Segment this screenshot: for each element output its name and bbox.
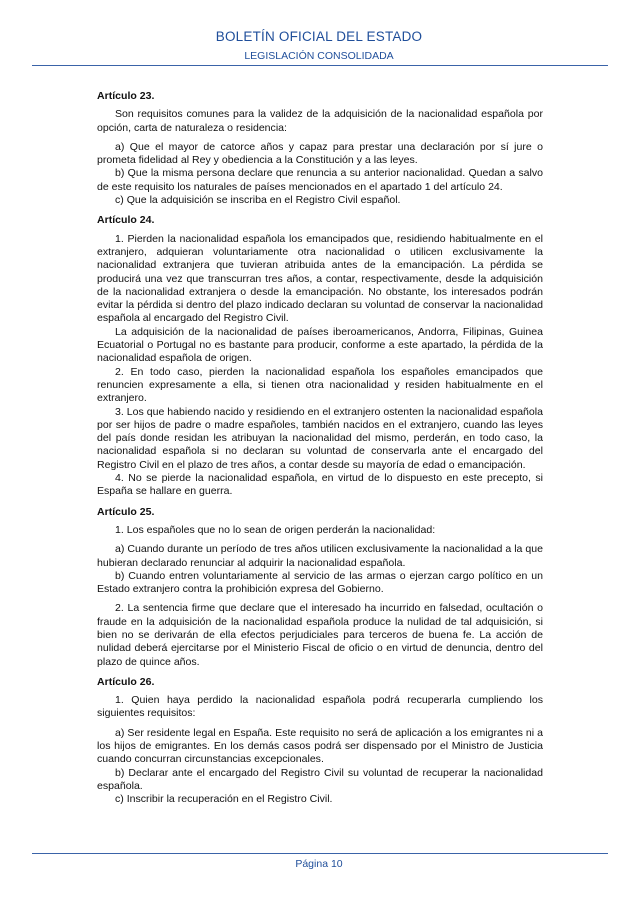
article-paragraph: 1. Quien haya perdido la nacionalidad española podrá recuperarla cumpliendo los siguientes requisitos: (97, 694, 543, 720)
article-paragraph: 2. En todo caso, pierden la nacionalidad española los españoles emancipados que renuncien expresamente a ella, si tienen otra nacionalidad y residen habitualmente en el extranjero. (97, 365, 543, 405)
article-24 (97, 214, 543, 498)
footer-divider (32, 853, 608, 854)
article-25 (97, 506, 543, 669)
article-paragraph: 4. No se pierde la nacionalidad española, en virtud de lo dispuesto en este precepto, si España se hallare en guerra. (97, 472, 543, 498)
article-title: Artículo 26. (97, 675, 155, 688)
article-paragraph: 2. La sentencia firme que declare que el interesado ha incurrido en falsedad, ocultación o fraude en la adquisición de la nacionalidad española produce la nulidad de tal adquisición, si bien no se derivarán de ella efectos perjudiciales para terceros de buena fe. La acción de nulidad deberá ejercitarse por el Ministerio Fiscal de oficio o en virtud de denuncia, dentro del plazo de quince años. (97, 602, 543, 668)
article-paragraph: a) Ser residente legal en España. Este requisito no será de aplicación a los emigrantes ni a los hijos de emigrantes. En los demás casos podrá ser dispensado por el Ministro de Justicia cuando concurran circunstancias excepcionales. (97, 726, 543, 766)
article-paragraph: c) Que la adquisición se inscriba en el Registro Civil español. (115, 194, 401, 207)
article-paragraph: a) Cuando durante un período de tres años utilicen exclusivamente la nacionalidad a la que hubieran declarado renunciar al adquirir la nacionalidad española. (97, 543, 543, 569)
article-paragraph: b) Cuando entren voluntariamente al servicio de las armas o ejerzan cargo político en un Estado extranjero contra la prohibición expresa del Gobierno. (97, 569, 543, 596)
article-paragraph: b) Que la misma persona declare que renuncia a su anterior nacionalidad. Quedan a salvo de este requisito los naturales de países mencionados en el apartado 1 del artículo 24. (97, 167, 543, 193)
header-divider (32, 65, 608, 66)
article-paragraph: c) Inscribir la recuperación en el Registro Civil. (115, 793, 333, 806)
article-paragraph: 1. Los españoles que no lo sean de origen perderán la nacionalidad: (115, 523, 436, 536)
article-26 (97, 676, 543, 807)
article-paragraph: 3. Los que habiendo nacido y residiendo en el extranjero ostenten la nacionalidad española por ser hijos de padre o madre españoles, también nacidos en el extranjero, cuando las leyes del país donde residan les atribuyan la nacionalidad del mismo, perderán, en todo caso, la nacionalidad española si no declaran su voluntad de conservarla ante el encargado del Registro Civil en el plazo de tres años, a contar desde su mayoría de edad o emancipación. (97, 405, 543, 471)
article-paragraph: La adquisición de la nacionalidad de países iberoamericanos, Andorra, Filipinas, Guinea Ecuatorial o Portugal no es bastante para producir, conforme a este apartado, la pérdida de la nacionalidad española de origen. (97, 325, 543, 365)
article-paragraph: Son requisitos comunes para la validez de la adquisición de la nacionalidad española por opción, carta de naturaleza o residencia: (97, 108, 543, 134)
article-paragraph: a) Que el mayor de catorce años y capaz para prestar una declaración por sí jure o prometa fidelidad al Rey y obediencia a la Constitución y a las leyes. (97, 140, 543, 167)
bulletin-title: BOLETÍN OFICIAL DEL ESTADO (215, 29, 423, 44)
article-23 (97, 90, 543, 207)
bulletin-subtitle: LEGISLACIÓN CONSOLIDADA (244, 50, 394, 62)
article-paragraph: 1. Pierden la nacionalidad española los emancipados que, residiendo habitualmente en el extranjero, adquieran voluntariamente otra nacionalidad o utilicen exclusivamente la nacionalidad extranjera que tuvieran atribuida antes de la emancipación. La pérdida se producirá una vez que transcurran tres años, a contar, respectivamente, desde la adquisición de la nacionalidad extranjera o desde la emancipación. No obstante, los interesados podrán evitar la pérdida si dentro del plazo indicado declaran su voluntad de conservar la nacionalidad española al encargado del Registro Civil. (97, 232, 543, 325)
article-title: Artículo 24. (97, 214, 155, 227)
article-paragraph: b) Declarar ante el encargado del Registro Civil su voluntad de recuperar la nacionalidad española. (97, 766, 543, 792)
article-title: Artículo 23. (97, 90, 155, 102)
page-number: Página 10 (295, 858, 343, 870)
document-body (97, 90, 543, 814)
article-title: Artículo 25. (97, 505, 155, 518)
page-header (0, 28, 638, 64)
